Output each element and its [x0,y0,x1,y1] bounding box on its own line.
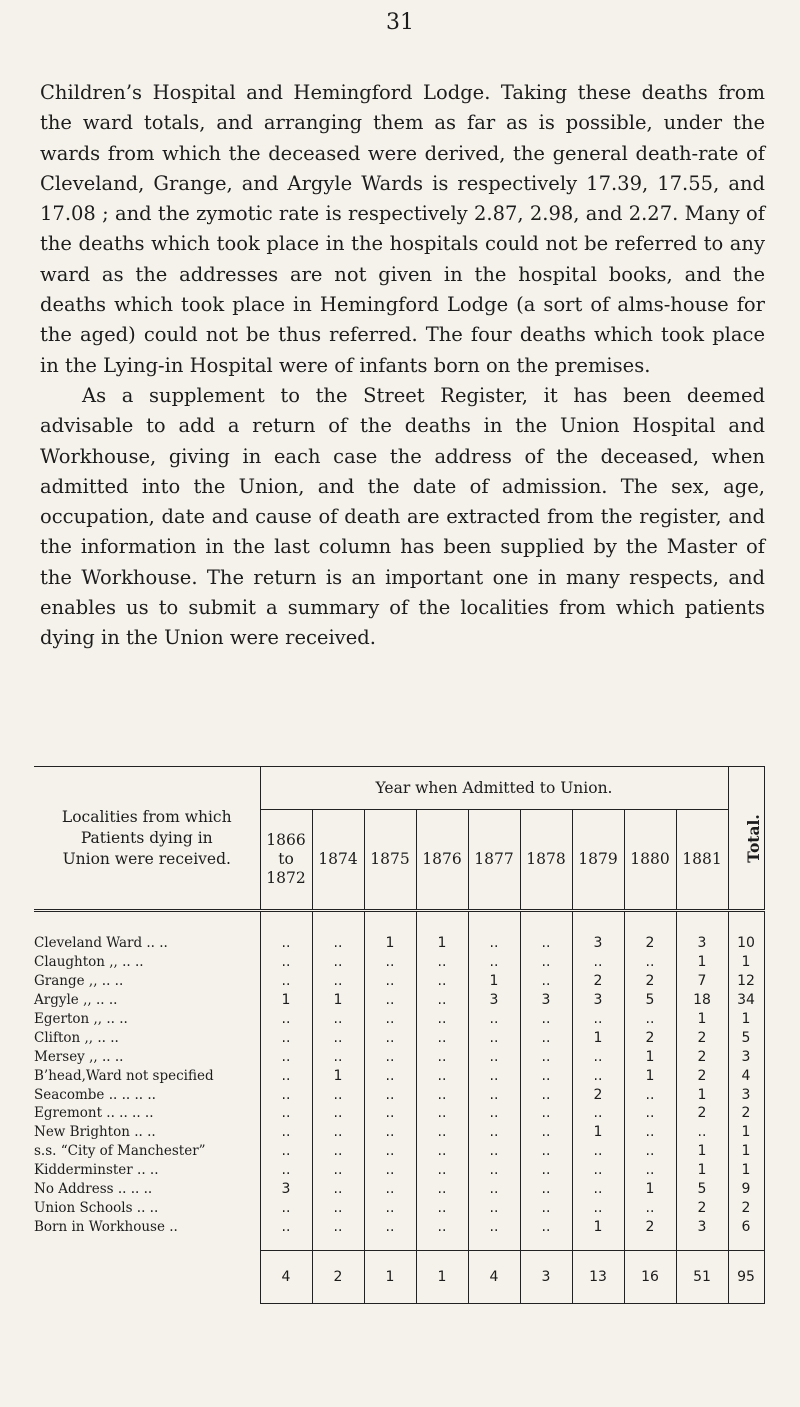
table-row [34,1028,764,1047]
year-header-line: 1876 [422,850,462,869]
year-count-cell: .. [624,1142,676,1161]
year-count-cell: 3 [572,934,624,953]
year-count-cell: .. [520,1028,572,1047]
year-count-cell: 1 [572,1123,624,1142]
year-count-cell: .. [520,1010,572,1029]
year-count-cell: .. [312,1085,364,1104]
year-count-cell: .. [416,1085,468,1104]
spacer-cell [260,911,312,935]
deaths-table-container [34,766,764,1304]
year-header-line: 1875 [370,850,410,869]
year-count-cell: .. [416,1047,468,1066]
year-count-cell: .. [416,1198,468,1217]
spacer-cell [520,911,572,935]
spacer-cell [572,1236,624,1251]
year-count-cell: 2 [572,972,624,991]
row-total-cell: 4 [728,1066,764,1085]
year-count-cell: .. [468,1198,520,1217]
table-row [34,1104,764,1123]
year-count-cell: .. [312,1104,364,1123]
body-text [40,78,765,654]
row-total-cell: 34 [728,991,764,1010]
column-totals-row [34,1251,764,1304]
year-column-header [260,810,312,911]
year-count-cell: 2 [676,1104,728,1123]
spacer-row [34,1236,764,1251]
year-count-cell: .. [416,1142,468,1161]
year-count-cell: 1 [624,1066,676,1085]
year-count-cell: .. [468,1142,520,1161]
column-total-cell: 4 [260,1251,312,1304]
year-count-cell: 3 [260,1180,312,1199]
year-count-cell: .. [364,1010,416,1029]
year-column-header [520,810,572,911]
spacer-cell [260,1236,312,1251]
year-count-cell: .. [520,1198,572,1217]
year-count-cell: 3 [468,991,520,1010]
row-total-cell: 3 [728,1047,764,1066]
year-count-cell: .. [468,953,520,972]
spacer-cell [624,1236,676,1251]
year-count-cell: .. [260,1142,312,1161]
row-total-cell: 2 [728,1104,764,1123]
locality-cell: Seacombe .. .. .. .. [34,1086,156,1103]
column-total-cell: 51 [676,1251,728,1304]
header-line: Union were received. [62,849,231,868]
year-count-cell: .. [364,1047,416,1066]
year-count-cell: .. [468,1180,520,1199]
year-count-cell: .. [468,1123,520,1142]
year-count-cell: 1 [260,991,312,1010]
locality-cell: New Brighton .. .. [34,1124,156,1141]
table-row [34,1085,764,1104]
year-count-cell: 1 [312,991,364,1010]
row-total-cell: 12 [728,972,764,991]
year-count-cell: .. [260,1066,312,1085]
year-count-cell: 3 [520,991,572,1010]
year-count-cell: .. [624,953,676,972]
year-count-cell: .. [468,1104,520,1123]
year-count-cell: .. [364,1180,416,1199]
year-header-line: 1880 [630,850,670,869]
year-count-cell: .. [312,934,364,953]
year-count-cell: .. [572,1180,624,1199]
year-count-cell: .. [260,972,312,991]
year-count-cell: 1 [676,953,728,972]
year-count-cell: .. [520,953,572,972]
year-count-cell: .. [416,953,468,972]
year-count-cell: 5 [676,1180,728,1199]
year-count-cell: .. [624,1104,676,1123]
year-count-cell: .. [520,1142,572,1161]
year-column-header [676,810,728,911]
locality-cell: Union Schools .. .. [34,1199,159,1216]
spacer-cell [572,911,624,935]
year-count-cell: .. [312,1217,364,1236]
year-count-cell: .. [416,991,468,1010]
year-count-cell: .. [364,1123,416,1142]
year-count-cell: .. [468,1066,520,1085]
spacer-cell [312,911,364,935]
deaths-by-locality-table [34,766,765,1304]
year-count-cell: .. [364,1104,416,1123]
year-count-cell: .. [468,1085,520,1104]
row-total-cell: 1 [728,1123,764,1142]
year-count-cell: 1 [624,1180,676,1199]
year-count-cell: 2 [676,1047,728,1066]
table-row [34,1123,764,1142]
year-count-cell: .. [260,1217,312,1236]
year-count-cell: 1 [676,1142,728,1161]
year-count-cell: .. [572,953,624,972]
year-count-cell: .. [416,1104,468,1123]
year-count-cell: .. [312,1028,364,1047]
year-count-cell: 2 [572,1085,624,1104]
year-count-cell: 2 [624,972,676,991]
row-total-cell: 5 [728,1028,764,1047]
spacer-cell [34,911,260,935]
year-count-cell: .. [416,1180,468,1199]
year-header-line: 1881 [682,850,722,869]
table-row [34,1010,764,1029]
year-count-cell: .. [416,1028,468,1047]
year-count-cell: .. [468,934,520,953]
column-total-cell: 1 [416,1251,468,1304]
row-total-cell: 1 [728,953,764,972]
year-count-cell: .. [364,1085,416,1104]
year-count-cell: .. [572,1104,624,1123]
year-column-header [624,810,676,911]
table-row [34,972,764,991]
spacer-cell [468,911,520,935]
page-number: 31 [386,10,414,35]
header-line: Patients dying in [80,828,213,847]
table-row [34,953,764,972]
year-count-cell: .. [520,1123,572,1142]
year-count-cell: 2 [624,1028,676,1047]
year-count-cell: .. [520,1104,572,1123]
year-count-cell: .. [312,972,364,991]
year-count-cell: 7 [676,972,728,991]
column-total-cell: 1 [364,1251,416,1304]
year-count-cell: 3 [676,934,728,953]
year-count-cell: .. [260,1198,312,1217]
year-count-cell: .. [260,1123,312,1142]
table-row [34,1180,764,1199]
table-row [34,1217,764,1236]
year-count-cell: .. [572,1142,624,1161]
row-total-cell: 1 [728,1161,764,1180]
table-row [34,1142,764,1161]
column-total-cell: 2 [312,1251,364,1304]
total-column-header [728,767,764,911]
year-count-cell: .. [312,1123,364,1142]
year-count-cell: 1 [312,1066,364,1085]
row-total-cell: 10 [728,934,764,953]
year-count-cell: .. [364,1028,416,1047]
year-count-cell: .. [364,1161,416,1180]
year-count-cell: 1 [676,1085,728,1104]
year-count-cell: .. [312,1180,364,1199]
year-count-cell: .. [416,1217,468,1236]
locality-cell: Born in Workhouse .. [34,1218,178,1235]
locality-cell: Grange ,, .. .. [34,973,124,990]
year-count-cell: .. [416,1010,468,1029]
year-count-cell: .. [364,953,416,972]
year-count-cell: .. [312,1010,364,1029]
year-count-cell: .. [624,1010,676,1029]
year-count-cell: .. [572,1161,624,1180]
year-count-cell: .. [260,953,312,972]
year-count-cell: .. [312,953,364,972]
locality-cell: Kidderminster .. .. [34,1162,159,1179]
year-count-cell: 2 [676,1028,728,1047]
year-column-header [312,810,364,911]
year-count-cell: 1 [468,972,520,991]
year-count-cell: .. [416,1161,468,1180]
year-count-cell: .. [364,1066,416,1085]
year-count-cell: .. [260,1085,312,1104]
spacer-cell [312,1236,364,1251]
year-count-cell: .. [572,1010,624,1029]
year-count-cell: .. [520,1217,572,1236]
year-count-cell: 2 [624,934,676,953]
spacer-cell [676,1236,728,1251]
locality-cell: Clifton ,, .. .. [34,1029,119,1046]
year-count-cell: .. [572,1198,624,1217]
total-header-label: Total. [743,813,763,863]
locality-column-header [34,767,260,911]
year-count-cell: 1 [676,1010,728,1029]
year-count-cell: .. [468,1028,520,1047]
table-row [34,1161,764,1180]
header-line: Localities from which [61,807,232,826]
row-total-cell: 1 [728,1142,764,1161]
spacer-cell [416,911,468,935]
spacer-cell [728,911,764,935]
year-count-cell: .. [364,991,416,1010]
year-column-header [468,810,520,911]
year-count-cell: .. [416,1066,468,1085]
row-total-cell: 3 [728,1085,764,1104]
year-header-line: 1877 [474,850,514,869]
locality-cell: s.s. “City of Manchester” [34,1143,206,1160]
column-total-cell: 16 [624,1251,676,1304]
year-header-line: 1872 [266,869,306,888]
year-count-cell: .. [520,1161,572,1180]
locality-cell: Mersey ,, .. .. [34,1048,124,1065]
table-row [34,1198,764,1217]
year-header-line: 1866 [266,831,306,850]
year-count-cell: .. [364,1142,416,1161]
year-count-cell: 1 [676,1161,728,1180]
year-count-cell: .. [624,1161,676,1180]
year-count-cell: .. [312,1142,364,1161]
year-count-cell: 1 [624,1047,676,1066]
year-count-cell: .. [520,1047,572,1066]
spacer-cell [624,911,676,935]
table-row [34,1066,764,1085]
spacer-cell [520,1236,572,1251]
year-count-cell: .. [468,1161,520,1180]
year-count-cell: 3 [676,1217,728,1236]
year-count-cell: .. [468,1010,520,1029]
column-total-cell: 4 [468,1251,520,1304]
locality-cell: B’head,Ward not specified [34,1067,214,1084]
year-header-line: 1878 [526,850,566,869]
year-count-cell: 5 [624,991,676,1010]
grand-total-cell: 95 [728,1251,764,1304]
year-count-cell: .. [364,1198,416,1217]
paragraph: Children’s Hospital and Hemingford Lodge. Taking these deaths from the ward totals, and arranging them as far as is possible, under the wards from which the deceased were derived, the general death-rate of Cleveland, Grange, and Argyle Wards is respectively 17.39, 17.55, and 17.08 ; and the zymotic rate is respectively 2.87, 2.98, and 2.27. Many of the deaths which took place in the hospitals could not be referred to any ward as the addresses are not given in the hospital books, and the deaths which took place in Hemingford Lodge (a sort of alms-house for the aged) could not be thus referred. The four deaths which took place in the Lying-in Hospital were of infants born on the premises. [40,81,765,377]
year-count-cell: .. [468,1217,520,1236]
row-total-cell: 9 [728,1180,764,1199]
row-total-cell: 1 [728,1010,764,1029]
year-count-cell: .. [364,972,416,991]
year-count-cell: .. [572,1047,624,1066]
locality-cell: Claughton ,, .. .. [34,954,144,971]
year-column-header [572,810,624,911]
year-column-header [364,810,416,911]
year-count-cell: 3 [572,991,624,1010]
year-count-cell: .. [520,1180,572,1199]
year-count-cell: .. [520,934,572,953]
table-row [34,1047,764,1066]
locality-cell: Egremont .. .. .. .. [34,1105,154,1122]
locality-cell: Cleveland Ward .. .. [34,935,168,952]
year-count-cell: 1 [572,1028,624,1047]
year-count-cell: .. [260,1161,312,1180]
spacer-cell [364,1236,416,1251]
table-row [34,991,764,1010]
column-total-cell: 13 [572,1251,624,1304]
year-header-line: 1874 [318,850,358,869]
year-count-cell: 18 [676,991,728,1010]
table-body [34,911,764,1304]
year-count-cell: .. [260,1028,312,1047]
spacer-cell [728,1236,764,1251]
table-row [34,934,764,953]
year-count-cell: .. [260,1104,312,1123]
year-count-cell: 2 [624,1217,676,1236]
spacer-cell [364,911,416,935]
totals-label-cell [34,1251,260,1304]
year-count-cell: 1 [364,934,416,953]
year-count-cell: .. [312,1047,364,1066]
year-count-cell: .. [312,1198,364,1217]
year-count-cell: .. [624,1198,676,1217]
spacer-row [34,911,764,935]
locality-cell: No Address .. .. .. [34,1181,153,1198]
year-count-cell: .. [260,934,312,953]
year-count-cell: .. [260,1010,312,1029]
year-count-cell: .. [520,1085,572,1104]
year-header-line: to [278,850,294,869]
year-count-cell: .. [624,1123,676,1142]
row-total-cell: 2 [728,1198,764,1217]
spacer-cell [34,1236,260,1251]
locality-cell: Argyle ,, .. .. [34,992,118,1009]
year-count-cell: .. [364,1217,416,1236]
year-header-line: 1879 [578,850,618,869]
paragraph: As a supplement to the Street Register, it has been deemed advisable to add a return of the deaths in the Union Hospital and Workhouse, giving in each case the address of the deceased, when admitted into the Union, and the date of admission. The sex, age, occupation, date and cause of death are extracted from the register, and the information in the last column has been supplied by the Master of the Workhouse. The return is an important one in many respects, and enables us to submit a summary of the localities from which patients dying in the Union were received. [40,383,765,650]
year-count-cell: .. [676,1123,728,1142]
year-count-cell: 1 [416,934,468,953]
spacer-cell [676,911,728,935]
year-count-cell: .. [468,1047,520,1066]
year-count-cell: .. [520,972,572,991]
year-group-header: Year when Admitted to Union. [260,767,728,810]
year-count-cell: .. [520,1066,572,1085]
year-count-cell: .. [624,1085,676,1104]
year-column-header [416,810,468,911]
year-count-cell: .. [572,1066,624,1085]
spacer-cell [416,1236,468,1251]
year-count-cell: .. [312,1161,364,1180]
locality-cell: Egerton ,, .. .. [34,1011,128,1027]
year-count-cell: .. [260,1047,312,1066]
year-count-cell: 2 [676,1198,728,1217]
row-total-cell: 6 [728,1217,764,1236]
spacer-cell [468,1236,520,1251]
year-count-cell: .. [416,1123,468,1142]
year-count-cell: 1 [572,1217,624,1236]
year-count-cell: .. [416,972,468,991]
year-count-cell: 2 [676,1066,728,1085]
column-total-cell: 3 [520,1251,572,1304]
